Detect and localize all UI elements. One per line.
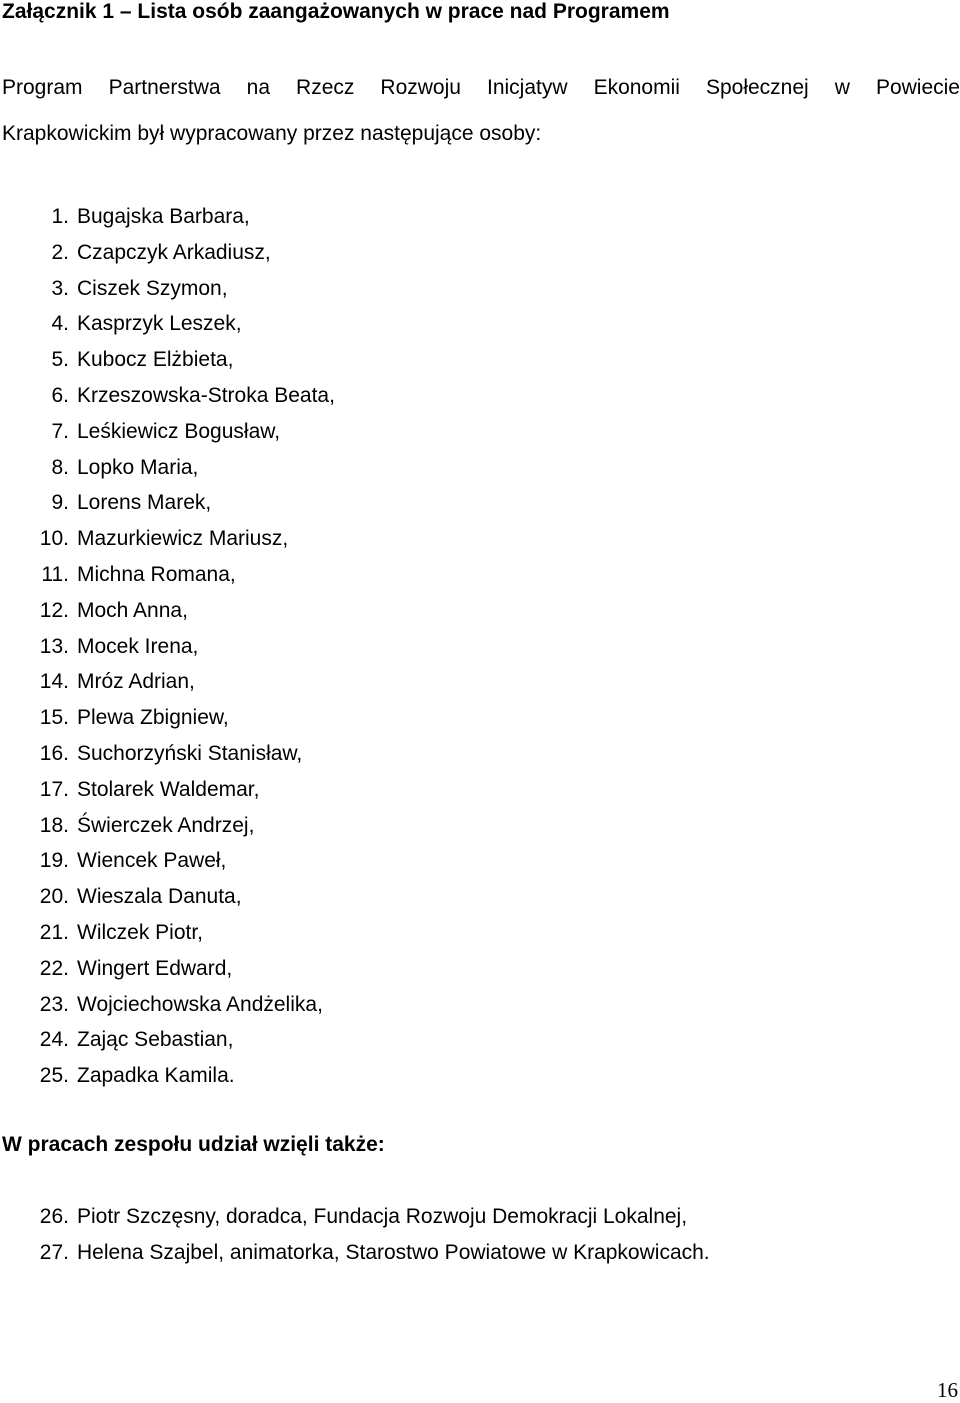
item-name: Świerczek Andrzej, [77, 813, 255, 837]
item-number: 18. [39, 813, 69, 837]
item-name: Suchorzyński Stanisław, [77, 741, 303, 765]
item-name: Ciszek Szymon, [77, 276, 228, 300]
intro-word: w [834, 76, 850, 99]
item-number: 15. [39, 706, 69, 730]
item-number: 1. [51, 205, 69, 228]
item-number: 24. [39, 1028, 69, 1052]
item-name: Moch Anna, [77, 598, 188, 622]
item-number: 10. [39, 527, 69, 551]
intro-word: Ekonomii [593, 76, 680, 99]
intro-word: Rzecz [296, 76, 355, 99]
item-number: 2. [51, 240, 69, 264]
item-name: Kasprzyk Leszek, [77, 312, 242, 336]
item-name: Krzeszowska-Stroka Beata, [77, 383, 335, 407]
item-name: Wilczek Piotr, [77, 920, 204, 944]
item-number: 13. [39, 634, 69, 658]
intro-word: na [246, 76, 270, 99]
item-name: Helena Szajbel, animatorka, Starostwo Powiatowe w Krapkowicach. [77, 1240, 710, 1264]
item-number: 11. [41, 562, 69, 586]
intro-word: Rozwoju [380, 76, 461, 99]
item-number: 19. [39, 849, 69, 873]
page-number: 16 [937, 1378, 958, 1402]
item-number: 9. [51, 491, 69, 515]
item-number: 22. [39, 956, 69, 980]
intro-paragraph-line-2: Krapkowickim był wypracowany przez następujące osoby: [2, 122, 542, 145]
item-number: 7. [51, 419, 69, 443]
item-name: Lopko Maria, [77, 455, 199, 479]
item-number: 27. [39, 1240, 69, 1264]
intro-word: Powiecie [875, 76, 960, 99]
item-number: 6. [51, 383, 69, 407]
item-number: 25. [39, 1064, 69, 1088]
intro-word: Inicjatyw [487, 76, 568, 99]
item-name: Mróz Adrian, [77, 670, 195, 694]
item-number: 14. [39, 670, 69, 694]
item-number: 12. [39, 598, 69, 622]
page-title: Załącznik 1 – Lista osób zaangażowanych w prace nad Programem [2, 0, 670, 23]
item-name: Wieszala Danuta, [77, 885, 242, 909]
intro-word: Partnerstwa [108, 76, 221, 99]
item-name: Mocek Irena, [77, 634, 199, 658]
item-name: Plewa Zbigniew, [77, 706, 229, 730]
item-name: Bugajska Barbara, [77, 205, 250, 228]
item-number: 17. [39, 777, 69, 801]
item-name: Wiencek Paweł, [77, 849, 227, 873]
intro-paragraph-line-1 [2, 76, 960, 100]
intro-word: Program [2, 76, 83, 99]
item-number: 4. [51, 312, 69, 336]
item-number: 16. [39, 741, 69, 765]
item-name: Czapczyk Arkadiusz, [77, 240, 271, 264]
item-name: Wojciechowska Andżelika, [77, 992, 323, 1016]
item-number: 3. [51, 276, 69, 300]
item-number: 21. [39, 920, 69, 944]
item-number: 5. [51, 348, 69, 372]
item-name: Lorens Marek, [77, 491, 212, 515]
item-name: Michna Romana, [77, 562, 236, 586]
item-name: Zając Sebastian, [77, 1028, 234, 1052]
item-name: Stolarek Waldemar, [77, 777, 260, 801]
item-name: Leśkiewicz Bogusław, [77, 419, 281, 443]
item-number: 23. [39, 992, 69, 1016]
item-name: Zapadka Kamila. [77, 1064, 235, 1088]
item-name: Mazurkiewicz Mariusz, [77, 527, 289, 551]
intro-word: Społecznej [705, 76, 809, 99]
item-name: Kubocz Elżbieta, [77, 348, 234, 372]
item-name: Wingert Edward, [77, 956, 233, 980]
item-number: 20. [39, 885, 69, 909]
item-number: 26. [39, 1205, 69, 1228]
item-number: 8. [51, 455, 69, 479]
section-subheading: W pracach zespołu udział wzięli także: [2, 1133, 385, 1156]
item-name: Piotr Szczęsny, doradca, Fundacja Rozwoju Demokracji Lokalnej, [77, 1205, 688, 1228]
